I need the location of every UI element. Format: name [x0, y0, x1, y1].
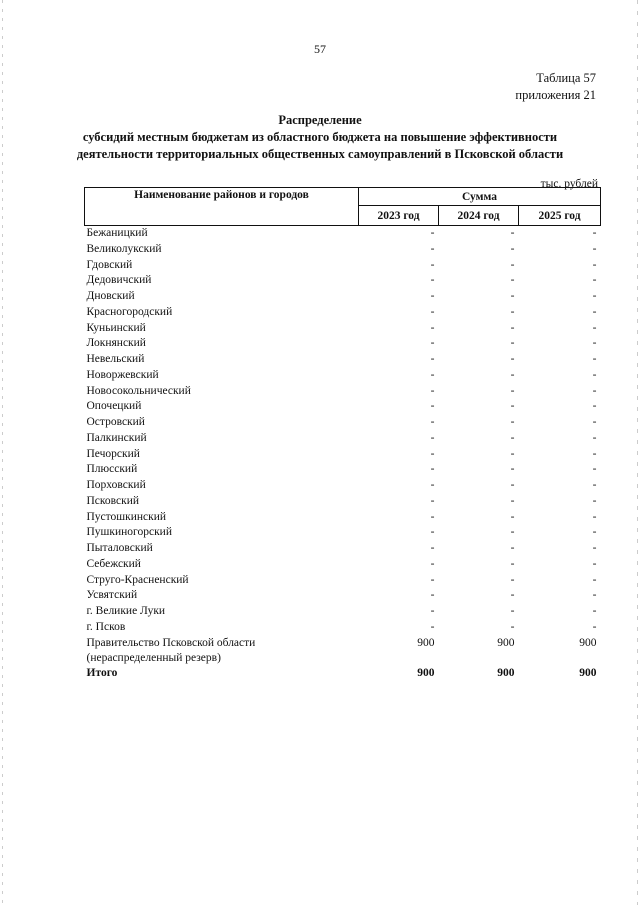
row-value-2023: - — [430, 589, 435, 602]
table-row — [85, 352, 601, 368]
table-row — [85, 588, 601, 604]
row-value-2023: - — [430, 274, 435, 287]
row-value-2024: - — [510, 526, 515, 539]
table-reference — [515, 70, 596, 104]
row-name: Новоржевский — [86, 368, 159, 381]
table-row — [85, 510, 601, 526]
row-value-2023: - — [430, 494, 435, 507]
row-value-2023: - — [430, 431, 435, 444]
table-ref-line1: Таблица 57 — [536, 71, 596, 85]
row-value-2023: - — [430, 384, 435, 397]
row-value-2023: - — [430, 510, 435, 523]
row-value-2024: - — [510, 321, 515, 334]
row-name: Красногородский — [86, 305, 173, 318]
header-year-2023: 2023 год — [359, 206, 439, 226]
row-value-2024: - — [510, 605, 515, 617]
row-value-2023: - — [430, 337, 435, 350]
row-name: Печорский — [86, 447, 140, 460]
row-value-2023: - — [430, 463, 435, 476]
row-value-2025: - — [592, 227, 597, 239]
reserve-value-2024: 900 — [497, 636, 515, 649]
row-name: Усвятский — [86, 589, 138, 602]
row-value-2025: - — [592, 510, 597, 523]
reserve-row-name — [85, 636, 359, 666]
reserve-name-line2: (нераспределенный резерв) — [86, 651, 221, 664]
row-value-2024: - — [510, 274, 515, 287]
row-value-2025: - — [592, 400, 597, 413]
table-row — [85, 258, 601, 274]
row-value-2024: - — [510, 353, 515, 365]
title-line2: субсидий местным бюджетам из областного бюджета на повышение эффективности — [82, 130, 558, 144]
row-value-2024: - — [510, 290, 515, 302]
row-value-2025: - — [592, 573, 597, 586]
row-value-2023: - — [430, 368, 435, 381]
row-value-2025: - — [592, 605, 597, 617]
row-value-2025: - — [592, 416, 597, 428]
row-value-2024: - — [510, 227, 515, 239]
scan-edge-left — [2, 0, 3, 905]
row-name: Пушкиногорский — [86, 526, 172, 539]
document-title — [40, 112, 600, 163]
table-row — [85, 462, 601, 478]
table-row — [85, 525, 601, 541]
row-name: Невельский — [86, 353, 145, 365]
row-value-2024: - — [510, 400, 515, 413]
row-value-2025: - — [592, 431, 597, 444]
row-value-2025: - — [592, 258, 597, 271]
table-row — [85, 620, 601, 636]
row-value-2025: - — [592, 494, 597, 507]
reserve-name-line1: Правительство Псковской области — [86, 636, 256, 649]
row-value-2023: - — [430, 447, 435, 460]
table-row — [85, 368, 601, 384]
row-value-2025: - — [592, 290, 597, 302]
row-value-2025: - — [592, 479, 597, 491]
row-value-2023: - — [430, 305, 435, 318]
row-value-2024: - — [510, 431, 515, 444]
row-value-2025: - — [592, 353, 597, 365]
header-name: Наименование районов и городов — [85, 188, 359, 226]
row-name: Локнянский — [86, 337, 146, 350]
row-name: Плюсский — [86, 463, 138, 476]
row-name: г. Великие Луки — [86, 605, 166, 617]
row-value-2025: - — [592, 337, 597, 350]
row-value-2025: - — [592, 447, 597, 460]
table-row — [85, 305, 601, 321]
row-name: Опочецкий — [86, 400, 142, 413]
total-row-name: Итого — [86, 666, 118, 679]
row-value-2024: - — [510, 384, 515, 397]
row-name: Палкинский — [86, 431, 147, 444]
row-value-2024: - — [510, 573, 515, 586]
distribution-table-wrapper — [84, 187, 600, 681]
row-name: Струго-Красненский — [86, 573, 189, 586]
row-value-2024: - — [510, 557, 515, 570]
row-value-2023: - — [430, 321, 435, 334]
row-value-2025: - — [592, 589, 597, 602]
table-body — [85, 226, 601, 682]
row-name: Бежаницкий — [86, 227, 148, 239]
row-name: Порховский — [86, 479, 146, 491]
row-value-2023: - — [430, 620, 435, 633]
table-row — [85, 321, 601, 337]
row-value-2024: - — [510, 479, 515, 491]
row-value-2024: - — [510, 510, 515, 523]
row-value-2025: - — [592, 542, 597, 554]
row-value-2024: - — [510, 542, 515, 554]
table-row — [85, 431, 601, 447]
row-value-2024: - — [510, 368, 515, 381]
row-name: Псковский — [86, 494, 140, 507]
row-value-2023: - — [430, 242, 435, 255]
row-value-2025: - — [592, 557, 597, 570]
table-row — [85, 478, 601, 494]
row-value-2023: - — [430, 542, 435, 554]
row-name: Гдовский — [86, 258, 133, 271]
row-name: Куньинский — [86, 321, 146, 334]
row-name: Пыталовский — [86, 542, 153, 554]
scan-edge-right — [637, 0, 638, 905]
row-name: Великолукский — [86, 242, 162, 255]
table-ref-line2: приложения 21 — [515, 88, 596, 102]
row-name: Пустошкинский — [86, 510, 167, 523]
row-value-2025: - — [592, 463, 597, 476]
page-number: 57 — [314, 42, 326, 56]
table-row — [85, 384, 601, 400]
distribution-table — [84, 187, 601, 681]
total-value-2024: 900 — [497, 666, 515, 679]
table-row — [85, 242, 601, 258]
table-row — [85, 226, 601, 242]
reserve-value-2025: 900 — [579, 636, 597, 649]
title-line3: деятельности территориальных общественных самоуправлений в Псковской области — [76, 147, 564, 161]
row-value-2023: - — [430, 290, 435, 302]
row-value-2024: - — [510, 589, 515, 602]
table-row — [85, 447, 601, 463]
row-value-2024: - — [510, 337, 515, 350]
row-value-2023: - — [430, 258, 435, 271]
total-value-2023: 900 — [417, 666, 435, 679]
table-row — [85, 289, 601, 305]
row-name: Дновский — [86, 290, 135, 302]
row-name: г. Псков — [86, 620, 126, 633]
table-row — [85, 336, 601, 352]
row-name: Островский — [86, 416, 145, 428]
table-row — [85, 604, 601, 620]
table-row — [85, 399, 601, 415]
row-value-2024: - — [510, 447, 515, 460]
reserve-row — [85, 636, 601, 666]
row-value-2025: - — [592, 305, 597, 318]
row-name: Себежский — [86, 557, 141, 570]
table-row — [85, 494, 601, 510]
reserve-value-2023: 900 — [417, 636, 435, 649]
row-value-2024: - — [510, 305, 515, 318]
row-value-2024: - — [510, 258, 515, 271]
row-value-2023: - — [430, 227, 435, 239]
row-value-2023: - — [430, 573, 435, 586]
row-value-2024: - — [510, 494, 515, 507]
row-value-2024: - — [510, 416, 515, 428]
table-row — [85, 557, 601, 573]
row-name: Новосокольнический — [86, 384, 191, 397]
table-row — [85, 573, 601, 589]
row-value-2025: - — [592, 321, 597, 334]
row-value-2025: - — [592, 368, 597, 381]
header-year-2024: 2024 год — [439, 206, 519, 226]
row-value-2024: - — [510, 620, 515, 633]
row-value-2023: - — [430, 526, 435, 539]
title-line1: Распределение — [278, 113, 362, 127]
row-value-2025: - — [592, 274, 597, 287]
total-row — [85, 666, 601, 682]
table-row — [85, 541, 601, 557]
header-year-2025: 2025 год — [519, 206, 601, 226]
row-value-2024: - — [510, 242, 515, 255]
row-value-2025: - — [592, 242, 597, 255]
header-sum: Сумма — [359, 188, 601, 206]
table-row — [85, 415, 601, 431]
row-value-2023: - — [430, 605, 435, 617]
row-value-2024: - — [510, 463, 515, 476]
row-value-2025: - — [592, 620, 597, 633]
row-value-2023: - — [430, 557, 435, 570]
total-value-2025: 900 — [579, 666, 597, 679]
table-row — [85, 273, 601, 289]
row-value-2023: - — [430, 353, 435, 365]
units-label: тыс. рублей — [540, 178, 598, 190]
row-value-2025: - — [592, 526, 597, 539]
row-value-2023: - — [430, 416, 435, 428]
row-value-2025: - — [592, 384, 597, 397]
row-value-2023: - — [430, 400, 435, 413]
row-value-2023: - — [430, 479, 435, 491]
row-name: Дедовичский — [86, 274, 152, 287]
